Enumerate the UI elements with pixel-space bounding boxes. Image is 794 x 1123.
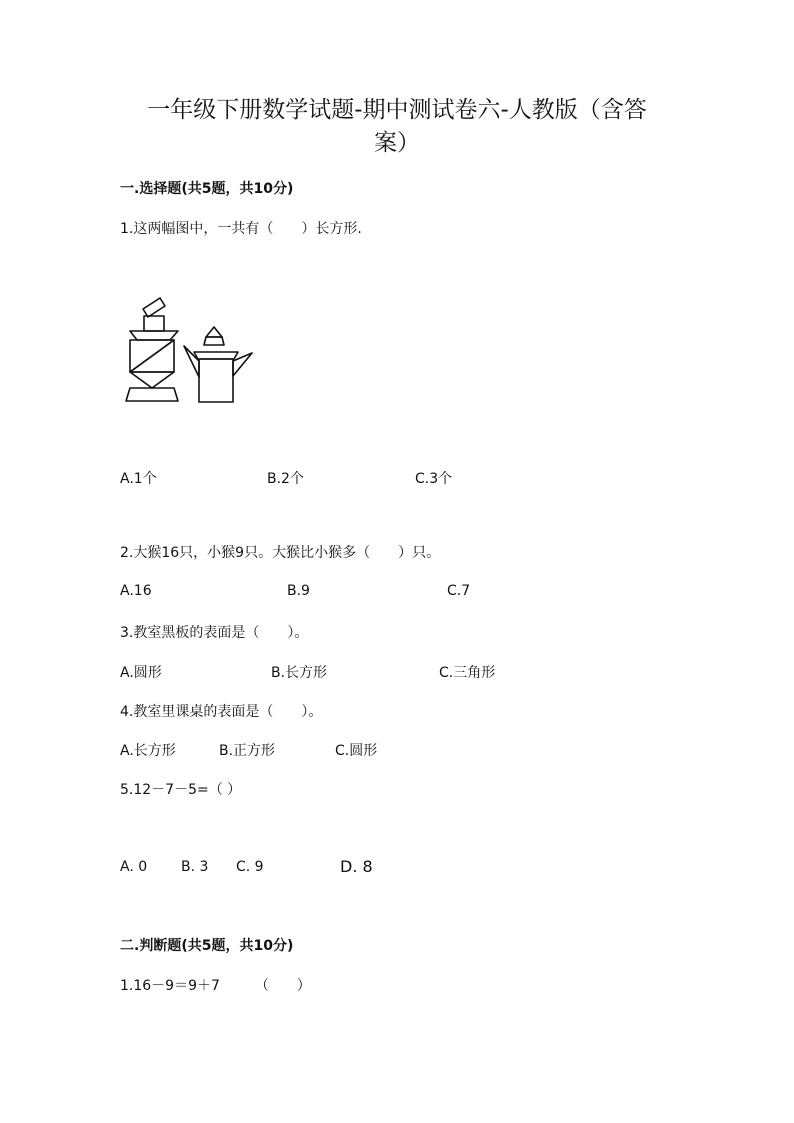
question-3: 3.教室黑板的表面是（ ）。 (120, 625, 309, 641)
q4-option-c: C.圆形 (335, 743, 378, 759)
q5-option-b: B. 3 (181, 859, 209, 875)
q4-option-a: A.长方形 (120, 743, 176, 759)
base-parallelogram-piece (126, 388, 178, 401)
section-heading-true-false: 二.判断题(共5题，共10分) (120, 938, 294, 954)
upper-body-right-triangle (130, 340, 174, 372)
shoulder-trapezoid-piece (130, 331, 178, 340)
section-heading-choice: 一.选择题(共5题，共10分) (120, 181, 294, 197)
question-4: 4.教室里课桌的表面是（ ）。 (120, 704, 323, 720)
kettle-top-triangle (206, 327, 222, 337)
kettle-body-rectangle (199, 359, 233, 402)
head-square-piece (144, 316, 164, 331)
q3-option-b: B.长方形 (271, 665, 328, 681)
question-5: 5.12－7－5=（ ） (120, 782, 242, 798)
page-title: 一年级下册数学试题-期中测试卷六-人教版（含答 (147, 97, 647, 123)
tf-question-1: 1.16－9＝9＋7 （ ） (120, 978, 311, 994)
q3-option-c: C.三角形 (439, 665, 496, 681)
hat-square-piece (143, 298, 165, 317)
q1-option-b: B.2个 (267, 471, 304, 487)
q2-option-b: B.9 (287, 583, 310, 599)
question-2: 2.大猴16只，小猴9只。大猴比小猴多（ ）只。 (120, 545, 441, 561)
q3-option-a: A.圆形 (120, 665, 162, 681)
q4-option-b: B.正方形 (219, 743, 276, 759)
q5-option-c: C. 9 (236, 859, 264, 875)
kettle-lid-piece (204, 337, 224, 345)
q5-option-a: A. 0 (120, 859, 148, 875)
waist-triangle-piece (130, 372, 174, 388)
kettle-neck-piece (194, 352, 238, 359)
q1-option-c: C.3个 (415, 471, 453, 487)
question-1: 1.这两幅图中，一共有（ ）长方形. (120, 221, 362, 237)
q5-option-d: D. 8 (340, 857, 373, 876)
tangram-figures-image (118, 290, 258, 408)
page-title-continued: 案） (374, 130, 420, 156)
q2-option-a: A.16 (120, 583, 152, 599)
q2-option-c: C.7 (447, 583, 471, 599)
kettle-handle-triangle (184, 346, 199, 377)
q1-option-a: A.1个 (120, 471, 157, 487)
